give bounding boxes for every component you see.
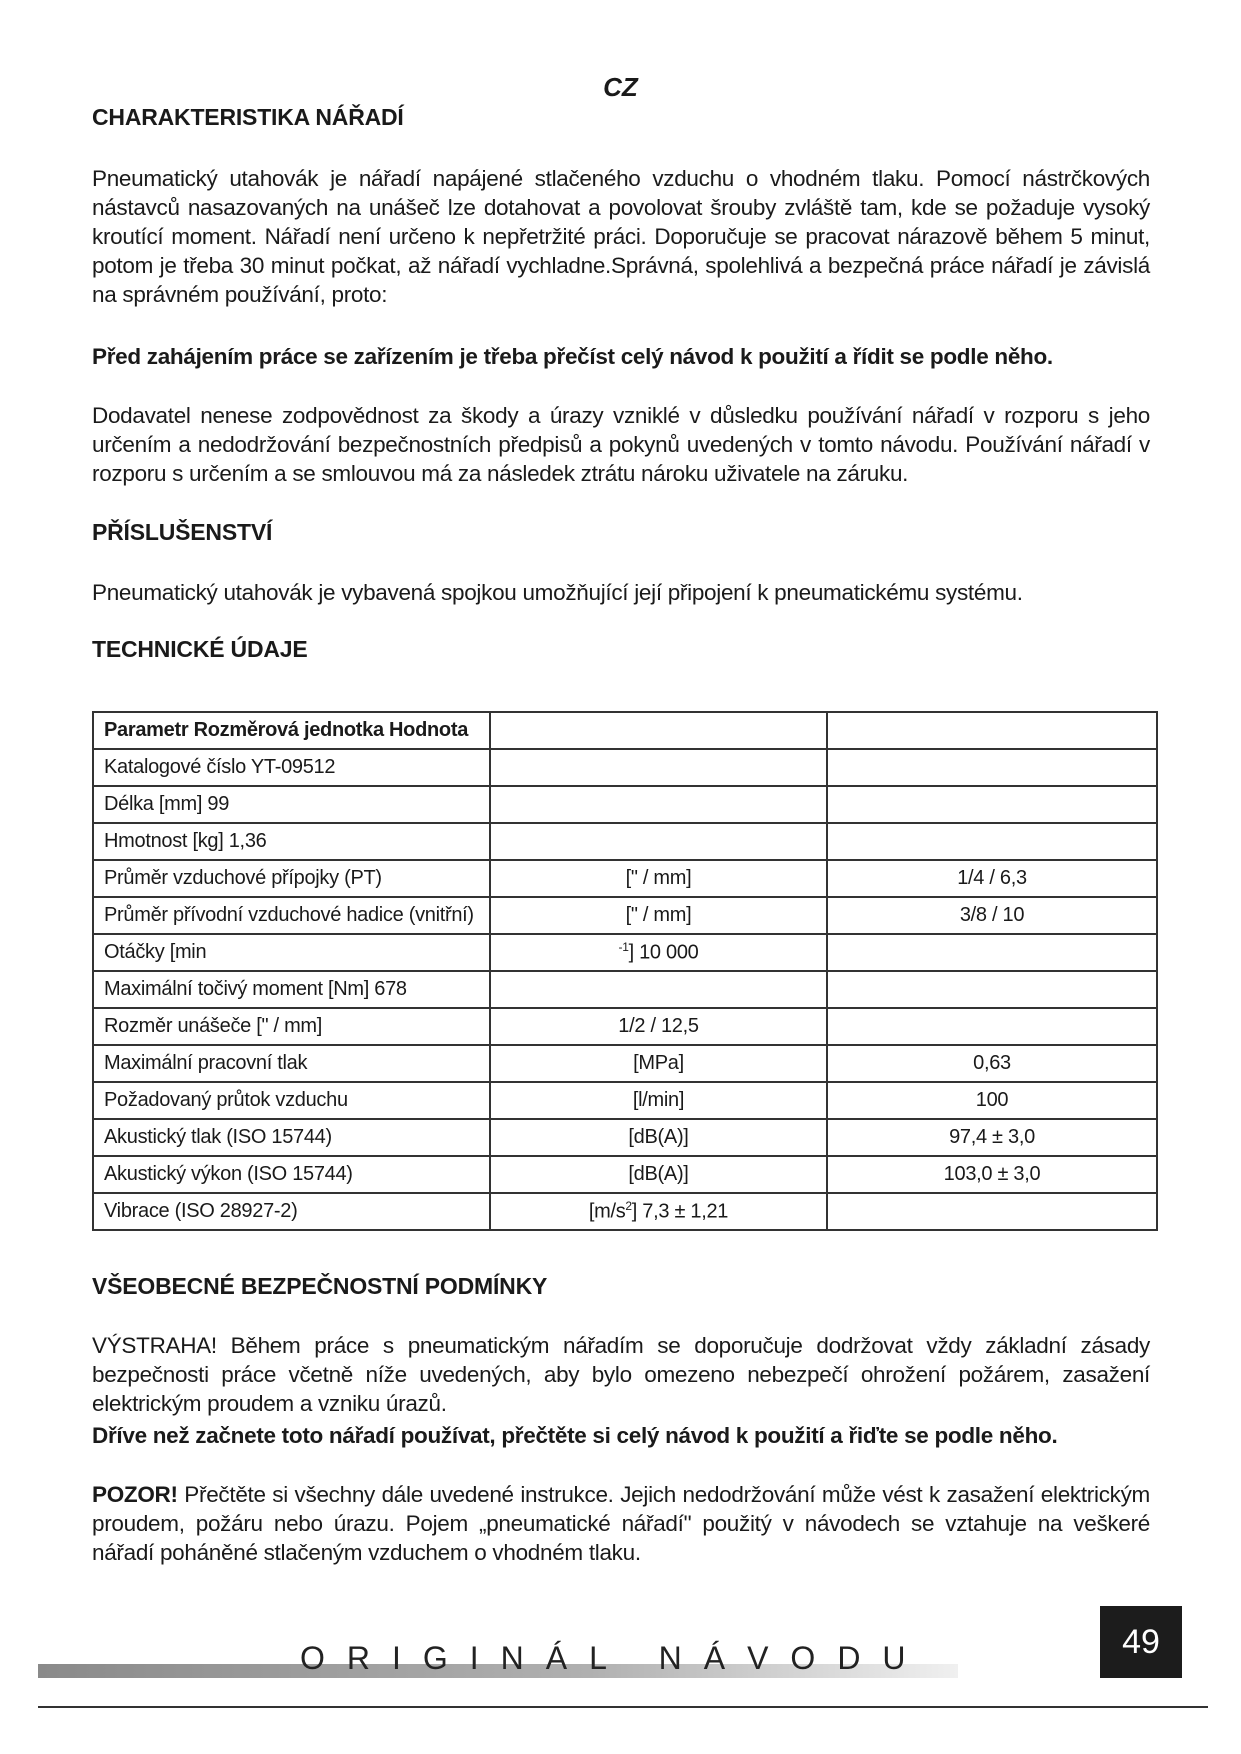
table-cell: Požadovaný průtok vzduchu bbox=[93, 1082, 490, 1119]
superscript: -1 bbox=[618, 940, 629, 955]
table-cell bbox=[827, 1008, 1157, 1045]
paragraph-prislusenstvi: Pneumatický utahovák je vybavená spojkou umožňující její připojení k pneumatickému systému. bbox=[92, 580, 1023, 605]
table-cell bbox=[490, 786, 827, 823]
table-cell: 1/4 / 6,3 bbox=[827, 860, 1157, 897]
table-cell: 97,4 ± 3,0 bbox=[827, 1119, 1157, 1156]
page-number: 49 bbox=[1100, 1606, 1182, 1678]
table-cell: $^{-1}$] 10 000 bbox=[490, 934, 827, 971]
heading-technicke-udaje: TECHNICKÉ ÚDAJE bbox=[92, 636, 308, 662]
table-cell: [MPa] bbox=[490, 1045, 827, 1082]
table-cell bbox=[490, 712, 827, 749]
table-cell: Maximální točivý moment [Nm] 678 bbox=[93, 971, 490, 1008]
table-cell bbox=[827, 971, 1157, 1008]
paragraph-charakteristika: Pneumatický utahovák je nářadí napájené stlačeného vzduchu o vhodném tlaku. Pomocí nástrčkových nástavců nasazovaných na unášeč lze dotahovat a povolovat šrouby zvláště tam, kde se požaduje vysoký kroutící moment. Nářadí není určeno k nepřetržité práci. Doporučuje se pracovat nárazově během 5 minut, potom je třeba 30 minut počkat, až nářadí vychladne.Správná, spolehlivá a bezpečná práce nářadí je závislá na správném používání, proto: bbox=[92, 166, 1150, 307]
table-row bbox=[93, 1119, 1157, 1156]
table-row bbox=[93, 786, 1157, 823]
table-row bbox=[93, 897, 1157, 934]
pozor-label: POZOR! bbox=[92, 1482, 178, 1507]
table-cell: [dB(A)] bbox=[490, 1156, 827, 1193]
table-cell: Průměr vzduchové přípojky (PT) bbox=[93, 860, 490, 897]
table-cell bbox=[827, 1193, 1157, 1230]
table-cell: 103,0 ± 3,0 bbox=[827, 1156, 1157, 1193]
heading-bezpecnost: VŠEOBECNÉ BEZPEČNOSTNÍ PODMÍNKY bbox=[92, 1273, 548, 1299]
table-row bbox=[93, 749, 1157, 786]
table-row bbox=[93, 1193, 1157, 1230]
table-row bbox=[93, 1082, 1157, 1119]
table-cell bbox=[827, 786, 1157, 823]
table-row bbox=[93, 860, 1157, 897]
table-cell bbox=[827, 712, 1157, 749]
table-cell: [" / mm] bbox=[490, 897, 827, 934]
table-cell: Otáčky [min bbox=[93, 934, 490, 971]
table-cell: Průměr přívodní vzduchové hadice (vnitřní) bbox=[93, 897, 490, 934]
table-cell: Hmotnost [kg] 1,36 bbox=[93, 823, 490, 860]
table-cell: 1/2 / 12,5 bbox=[490, 1008, 827, 1045]
paragraph-read-before-use: Dříve než začnete toto nářadí používat, přečtěte si celý návod k použití a řiďte se podle něho. bbox=[92, 1423, 1058, 1448]
table-cell: Vibrace (ISO 28927-2) bbox=[93, 1193, 490, 1230]
bottom-rule bbox=[38, 1706, 1208, 1708]
table-cell: 0,63 bbox=[827, 1045, 1157, 1082]
technical-data-table bbox=[92, 711, 1158, 1231]
table-cell: Akustický výkon (ISO 15744) bbox=[93, 1156, 490, 1193]
table-row bbox=[93, 934, 1157, 971]
heading-charakteristika: CHARAKTERISTIKA NÁŘADÍ bbox=[92, 104, 404, 130]
table-cell: [dB(A)] bbox=[490, 1119, 827, 1156]
table-cell: Délka [mm] 99 bbox=[93, 786, 490, 823]
table-cell: Rozměr unášeče [" / mm] bbox=[93, 1008, 490, 1045]
paragraph-liability: Dodavatel nenese zodpovědnost za škody a úrazy vzniklé v důsledku používání nářadí v rozporu s jeho určením a nedodržování bezpečnostních předpisů a pokynů uvedených v tomto návodu. Používání nářadí v rozporu s určením a se smlouvou má za následek ztrátu nároku uživatele na záruku. bbox=[92, 403, 1150, 486]
table-row bbox=[93, 1045, 1157, 1082]
table-cell bbox=[827, 934, 1157, 971]
pozor-text: Přečtěte si všechny dále uvedené instrukce. Jejich nedodržování může vést k zasažení elektrickým proudem, požáru nebo úrazu. Pojem „pneumatické nářadí" použitý v návodech se vztahuje na veškeré nářadí poháněné stlačeným vzduchem o vhodném tlaku. bbox=[92, 1482, 1150, 1565]
table-cell: 100 bbox=[827, 1082, 1157, 1119]
table-row bbox=[93, 1008, 1157, 1045]
table-cell: Maximální pracovní tlak bbox=[93, 1045, 490, 1082]
table-cell: [" / mm] bbox=[490, 860, 827, 897]
table-cell: [l/min] bbox=[490, 1082, 827, 1119]
table-row bbox=[93, 971, 1157, 1008]
table-cell: Katalogové číslo YT-09512 bbox=[93, 749, 490, 786]
table-cell bbox=[827, 749, 1157, 786]
table-cell bbox=[490, 749, 827, 786]
paragraph-read-manual: Před zahájením práce se zařízením je třeba přečíst celý návod k použití a řídit se podle něho. bbox=[92, 344, 1053, 369]
table-header-row bbox=[93, 712, 1157, 749]
paragraph-pozor bbox=[92, 1480, 1150, 1567]
table-cell bbox=[490, 823, 827, 860]
table-cell: $[m/s^2] 7,3 \pm 1,21$ bbox=[490, 1193, 827, 1230]
paragraph-warning: VÝSTRAHA! Během práce s pneumatickým nářadím se doporučuje dodržovat vždy základní zásady bezpečnosti práce včetně níže uvedených, aby bylo omezeno nebezpečí ohrožení požárem, zasažení elektrickým proudem a vzniku úrazů. bbox=[92, 1333, 1150, 1416]
table-cell bbox=[827, 823, 1157, 860]
table-cell bbox=[490, 971, 827, 1008]
table-row bbox=[93, 1156, 1157, 1193]
table-cell: Parametr Rozměrová jednotka Hodnota bbox=[93, 712, 490, 749]
table-row bbox=[93, 823, 1157, 860]
language-code: CZ bbox=[603, 72, 638, 102]
footer-title: ORIGINÁL NÁVODU bbox=[300, 1640, 928, 1676]
table-cell: 3/8 / 10 bbox=[827, 897, 1157, 934]
table-cell: Akustický tlak (ISO 15744) bbox=[93, 1119, 490, 1156]
superscript: 2 bbox=[625, 1199, 632, 1214]
heading-prislusenstvi: PŘÍSLUŠENSTVÍ bbox=[92, 519, 273, 545]
